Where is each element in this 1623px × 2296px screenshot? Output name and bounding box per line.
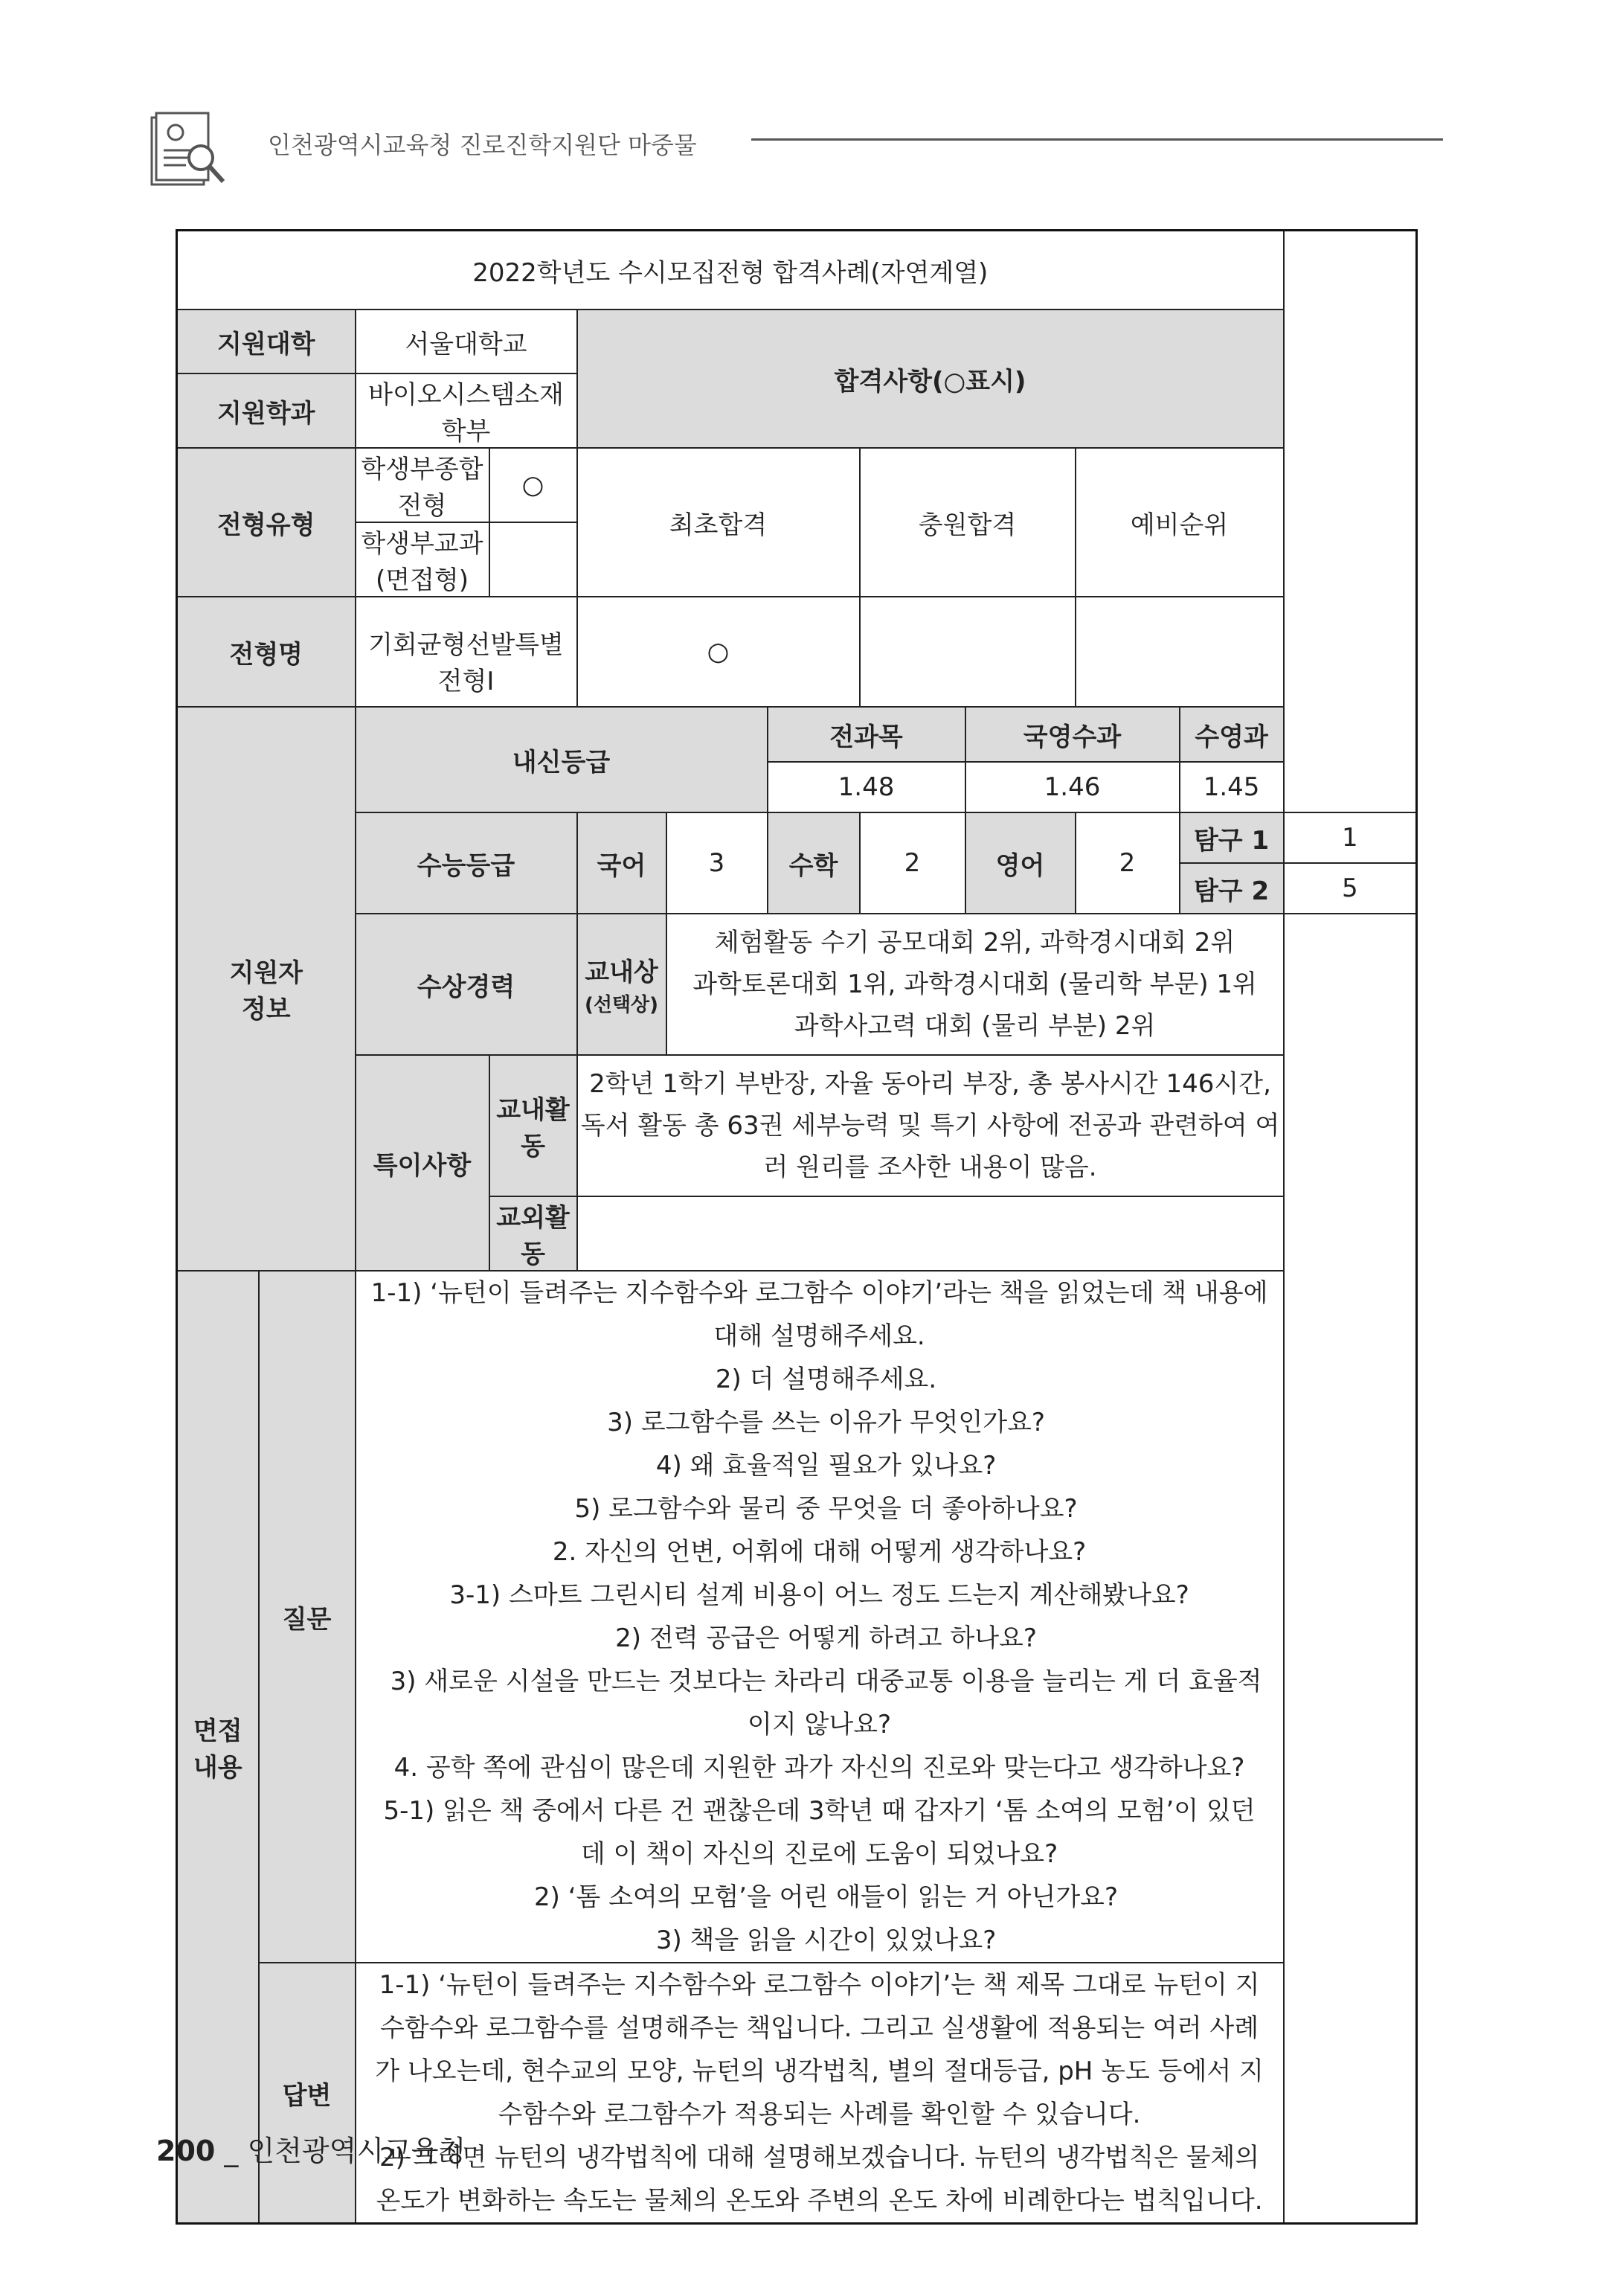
admission-type-name: 학생부교과(면접형) <box>356 522 489 597</box>
admission-case-table <box>176 229 1418 2225</box>
admission-name-value: 기회균형선발특별전형Ⅰ <box>356 597 577 707</box>
answer-line: 수함수와 로그함수를 설명해주는 책입니다. 그리고 실생활에 적용되는 여러 사례 <box>379 2013 1259 2043</box>
label-department: 지원학과 <box>177 373 356 448</box>
label-admission-name: 전형명 <box>177 597 356 707</box>
header-rule <box>751 138 1443 141</box>
suneung-inquiry1-value: 1 <box>1284 812 1417 863</box>
question-line: 4. 공학 쪽에 관심이 많은데 지원한 과가 자신의 진로와 맞는다고 생각하나요? <box>393 1753 1245 1783</box>
page-header <box>149 112 1443 193</box>
suneung-korean-value: 3 <box>666 812 768 914</box>
award-item: 과학토론대회 1위, 과학경시대회 (물리학 부문) 1위 <box>692 969 1257 999</box>
document-search-icon <box>149 112 231 193</box>
question-line: 3-1) 스마트 그린시티 설계 비용이 어느 정도 드는지 계산해봤나요? <box>449 1580 1189 1610</box>
result-col-label: 충원합격 <box>860 448 1076 597</box>
admission-type-name: 학생부종합전형 <box>356 448 489 522</box>
question-line: 데 이 책이 자신의 진로에 도움이 되었나요? <box>580 1839 1058 1869</box>
suneung-inquiry1-label: 탐구 1 <box>1180 812 1284 863</box>
question-line: 2) 더 설명해주세요. <box>715 1365 937 1394</box>
question-line: 5-1) 읽은 책 중에서 다른 건 괜찮은데 3학년 때 갑자기 ‘톰 소여의 모험’이 있던 <box>383 1796 1256 1826</box>
publisher-title: 인천광역시교육청 진로진학지원단 마중물 <box>268 131 697 159</box>
label-in-school-award <box>577 914 666 1055</box>
answer-list <box>356 1963 1284 2224</box>
question-line: 1-1) ‘뉴턴이 들려주는 지수함수와 로그함수 이야기’라는 책을 읽었는데 책 내용에 <box>370 1278 1268 1308</box>
suneung-inquiry2-label: 탐구 2 <box>1180 863 1284 914</box>
answer-line: 2) 그러면 뉴턴의 냉각법칙에 대해 설명해보겠습니다. 뉴턴의 냉각법칙은 물체의 <box>379 2143 1260 2172</box>
result-col-label: 최초합격 <box>577 448 860 597</box>
label-admission-type: 전형유형 <box>177 448 356 597</box>
university-value: 서울대학교 <box>356 310 577 373</box>
label-interview: 면접 내용 <box>177 1271 259 2224</box>
page-title: 2022학년도 수시모집전형 합격사례(자연계열) <box>177 231 1284 310</box>
admission-type-mark <box>489 522 577 597</box>
label-suneung: 수능등급 <box>356 812 577 914</box>
question-line: 2) ‘톰 소여의 모험’을 어린 애들이 읽는 거 아닌가요? <box>534 1882 1119 1912</box>
department-value: 바이오시스템소재학부 <box>356 373 577 448</box>
question-line: 대해 설명해주세요. <box>713 1321 925 1351</box>
grade-value: 1.46 <box>965 762 1180 812</box>
answer-line: 수함수와 로그함수가 적용되는 사례를 확인할 수 있습니다. <box>498 2100 1141 2129</box>
result-mark <box>860 597 1076 707</box>
question-line: 이지 않나요? <box>748 1710 892 1739</box>
label-applicant-info: 지원자 정보 <box>177 707 356 1271</box>
answer-line: 가 나오는데, 현수교의 모양, 뉴턴의 냉각법칙, 별의 절대등급, pH 농도 등에서 지 <box>375 2056 1264 2086</box>
label-result: 합격사항(○표시) <box>577 310 1284 448</box>
award-item: 체험활동 수기 공모대회 2위, 과학경시대회 2위 <box>714 928 1235 958</box>
in-school-award-label: 교내상 <box>585 957 658 987</box>
label-special-notes: 특이사항 <box>356 1055 489 1271</box>
question-line: 2) 전력 공급은 어떻게 하려고 하나요? <box>615 1623 1037 1653</box>
out-school-activity-value <box>577 1196 1284 1271</box>
answer-line: 1-1) ‘뉴턴이 들려주는 지수함수와 로그함수 이야기’는 책 제목 그대로 뉴턴이 지 <box>379 1970 1260 2000</box>
label-question: 질문 <box>259 1271 356 1963</box>
question-line: 2. 자신의 언변, 어휘에 대해 어떻게 생각하나요? <box>552 1537 1087 1567</box>
admission-type-mark: ○ <box>489 448 577 522</box>
question-line: 4) 왜 효율적일 필요가 있나요? <box>655 1451 997 1481</box>
result-mark: ○ <box>577 597 860 707</box>
page-number: 200 <box>156 2135 216 2167</box>
question-line: 5) 로그함수와 물리 중 무엇을 더 좋아하나요? <box>574 1494 1078 1524</box>
suneung-english-value: 2 <box>1076 812 1180 914</box>
suneung-inquiry2-value: 5 <box>1284 863 1417 914</box>
result-col-label: 예비순위 <box>1076 448 1284 597</box>
label-in-school-activity: 교내활동 <box>489 1055 577 1196</box>
question-line: 3) 새로운 시설을 만드는 것보다는 차라리 대중교통 이용을 늘리는 게 더 효율적 <box>390 1667 1262 1696</box>
grade-col-label: 국영수과 <box>965 707 1180 762</box>
page-footer <box>156 2128 466 2169</box>
label-university: 지원대학 <box>177 310 356 373</box>
label-awards: 수상경력 <box>356 914 577 1055</box>
in-school-award-sublabel: (선택상) <box>584 993 659 1016</box>
label-school-grade: 내신등급 <box>356 707 768 812</box>
footer-separator: _ <box>215 2135 248 2167</box>
label-out-school-activity: 교외활동 <box>489 1196 577 1271</box>
suneung-english-label: 영어 <box>965 812 1076 914</box>
awards-list <box>666 914 1284 1055</box>
result-mark <box>1076 597 1284 707</box>
footer-org: 인천광역시교육청 <box>247 2135 466 2167</box>
suneung-korean-label: 국어 <box>577 812 666 914</box>
grade-col-label: 전과목 <box>768 707 965 762</box>
label-answer: 답변 <box>259 1963 356 2224</box>
award-item: 과학사고력 대회 (물리 부분) 2위 <box>794 1011 1156 1041</box>
answer-line: 온도가 변화하는 속도는 물체의 온도와 주변의 온도 차에 비례한다는 법칙입니다. <box>376 2186 1263 2216</box>
grade-value: 1.45 <box>1180 762 1284 812</box>
question-line: 3) 로그함수를 쓰는 이유가 무엇인가요? <box>607 1408 1045 1437</box>
question-line: 3) 책을 읽을 시간이 있었나요? <box>655 1925 997 1955</box>
question-list <box>356 1271 1284 1963</box>
suneung-math-label: 수학 <box>768 812 860 914</box>
suneung-math-value: 2 <box>860 812 965 914</box>
grade-value: 1.48 <box>768 762 965 812</box>
grade-col-label: 수영과 <box>1180 707 1284 762</box>
in-school-activity-value: 2학년 1학기 부반장, 자율 동아리 부장, 총 봉사시간 146시간, 독서 활동 총 63권 세부능력 및 특기 사항에 전공과 관련하여 여러 원리를 조사한 내용이 많음. <box>577 1055 1284 1196</box>
